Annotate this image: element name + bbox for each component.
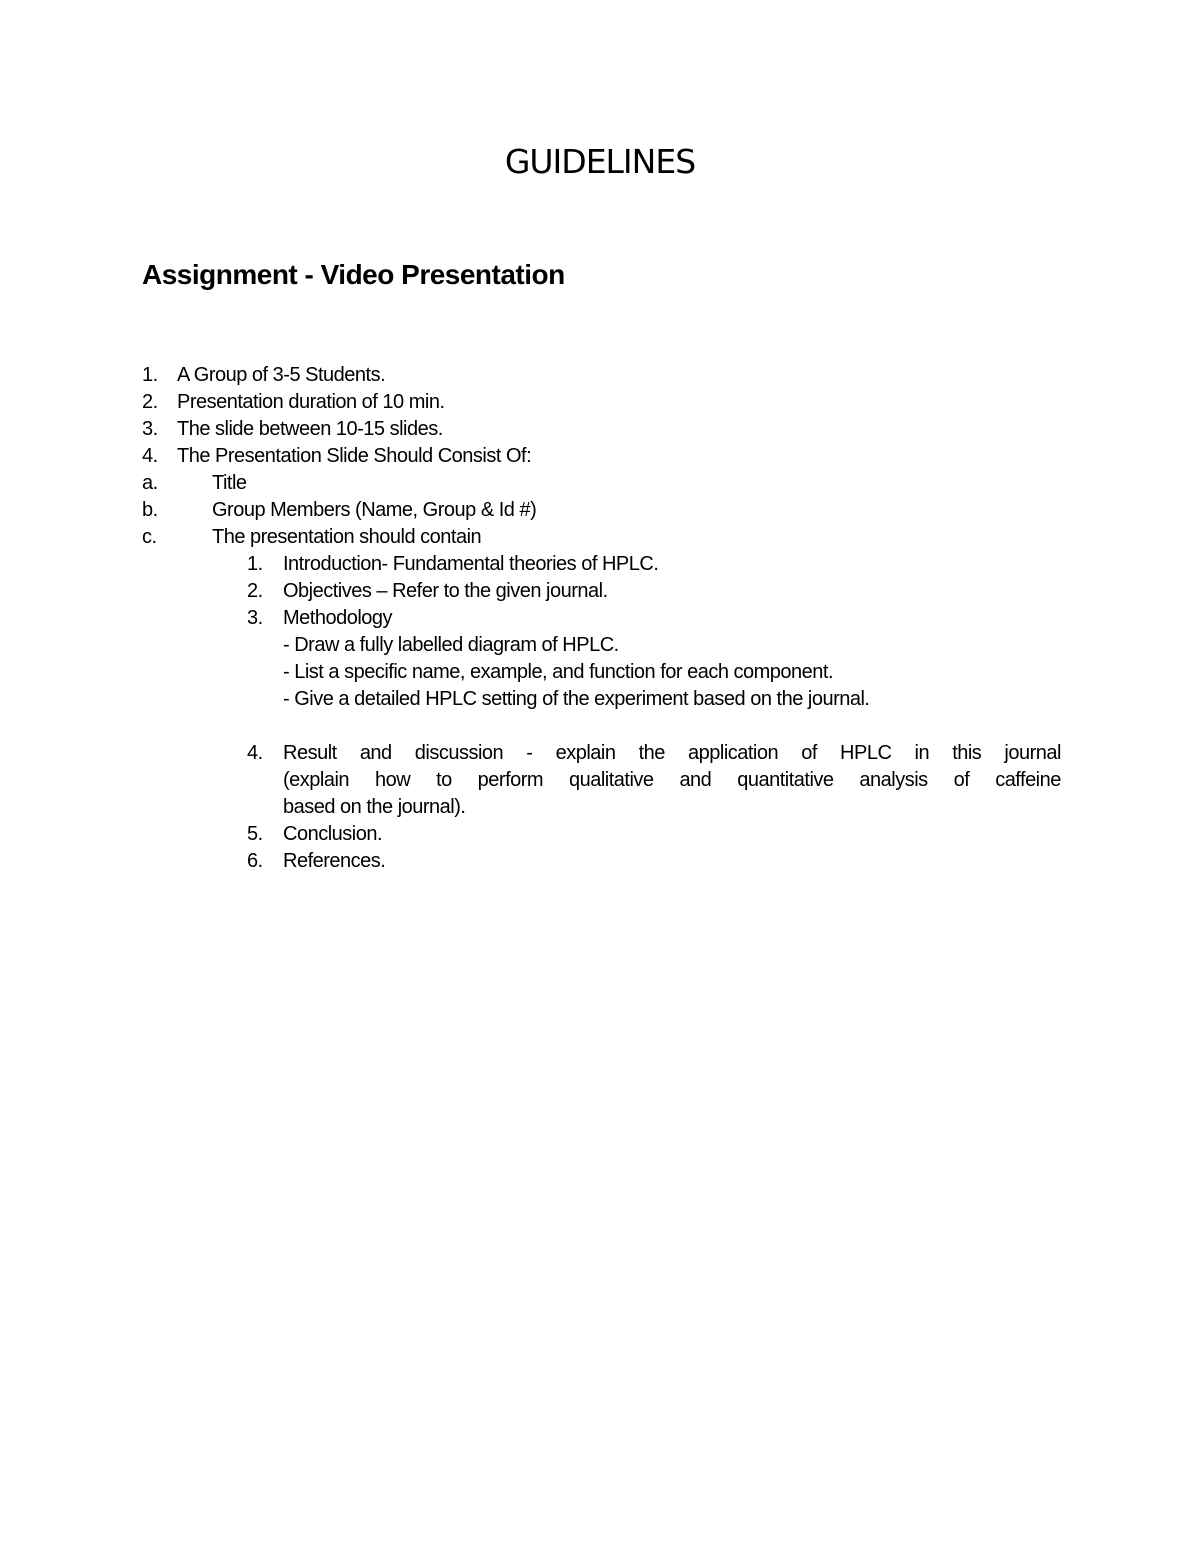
closing-list-item-6: References. [283,850,386,872]
main-list-marker-1: 1. [142,364,158,386]
lettered-list-marker-c: c. [142,526,157,548]
result-word: how [374,769,411,791]
result-word: to [436,769,452,791]
result-item-marker: 4. [247,742,263,764]
result-word: perform [477,769,544,791]
result-word: application [688,742,779,764]
closing-list-item-5: Conclusion. [283,823,383,845]
closing-list-marker-6: 6. [247,850,263,872]
methodology-point-3: - Give a detailed HPLC setting of the experiment based on the journal. [283,688,870,710]
result-word: this [952,742,982,764]
document-title: GUIDELINES [504,142,696,181]
content-list-marker-2: 2. [247,580,263,602]
result-word: journal [1004,742,1061,764]
main-list-marker-4: 4. [142,445,158,467]
lettered-list-marker-a: a. [142,472,158,494]
result-word: of [801,742,817,764]
lettered-list-item-c: The presentation should contain [212,526,482,548]
main-list-item-1: A Group of 3-5 Students. [177,364,386,386]
result-word: of [953,769,970,791]
result-word: and [679,769,712,791]
result-word: (explain [283,769,350,791]
result-word: discussion [414,742,504,764]
closing-list-marker-5: 5. [247,823,263,845]
methodology-point-2: - List a specific name, example, and function for each component. [283,661,834,683]
main-list-marker-2: 2. [142,391,158,413]
main-list-item-3: The slide between 10-15 slides. [177,418,443,440]
result-word: qualitative [568,769,654,791]
content-list-item-3: Methodology [283,607,393,629]
main-list-item-4: The Presentation Slide Should Consist Of: [177,445,532,467]
result-item-line-3: based on the journal). [283,796,466,818]
result-word: quantitative [737,769,834,791]
result-word: explain [555,742,616,764]
lettered-list-item-b: Group Members (Name, Group & Id #) [212,499,537,521]
lettered-list-marker-b: b. [142,499,158,521]
result-word: caffeine [995,769,1061,791]
result-word: HPLC [840,742,892,764]
result-word: analysis [859,769,928,791]
content-list-marker-3: 3. [247,607,263,629]
result-word: Result [283,742,337,764]
section-heading: Assignment - Video Presentation [142,259,565,290]
result-word: - [526,742,533,764]
result-item-line-1 [283,740,1061,767]
content-list-item-1: Introduction- Fundamental theories of HPLC. [283,553,659,575]
main-list-item-2: Presentation duration of 10 min. [177,391,445,413]
result-word: in [914,742,930,764]
result-word: and [359,742,392,764]
content-list-item-2: Objectives – Refer to the given journal. [283,580,608,602]
main-list-marker-3: 3. [142,418,158,440]
content-list-marker-1: 1. [247,553,263,575]
methodology-point-1: - Draw a fully labelled diagram of HPLC. [283,634,619,656]
lettered-list-item-a: Title [212,472,247,494]
result-word: the [638,742,665,764]
result-item-line-2 [283,767,1061,794]
